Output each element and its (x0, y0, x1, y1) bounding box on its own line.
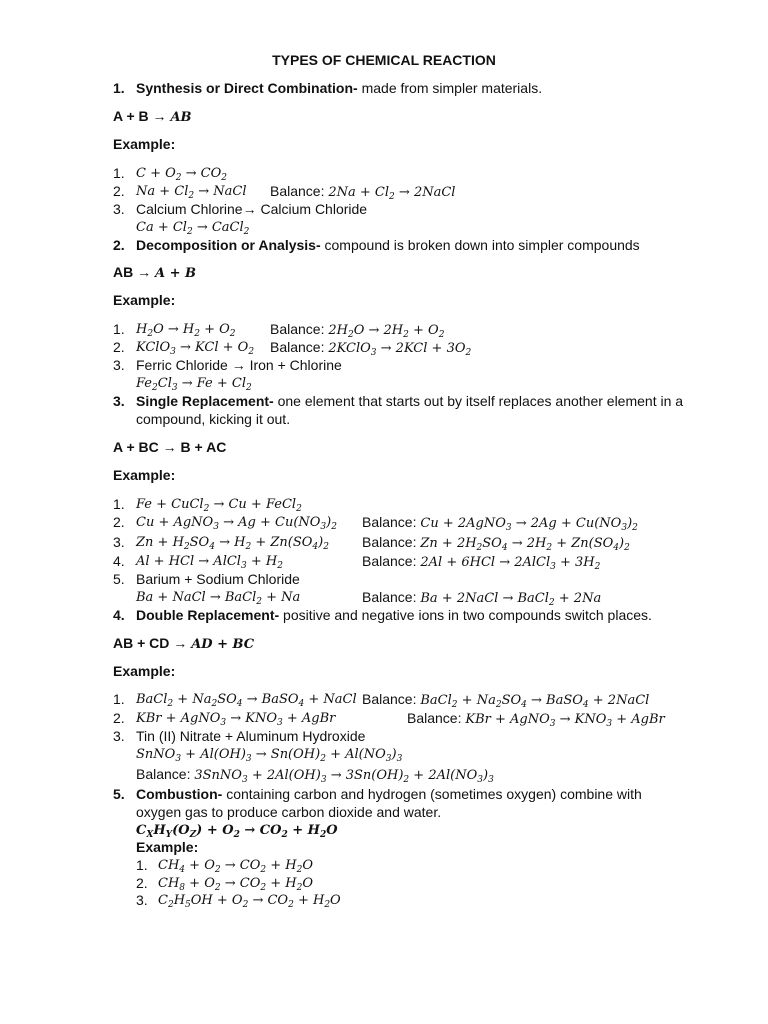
s2-example-1-balance: Balance: $2H_2O \to 2H_2 + O_2$ (270, 321, 445, 340)
s3-example-5-balance: Balance: Ba + 2NaCl → BaCl$_2$ + 2Na (362, 589, 602, 608)
s4-example-2-equation: KBr + AgNO$_3$ → $KNO_3$ + AgBr (136, 711, 336, 728)
s5-example-1-number: 1. (136, 857, 148, 873)
s2-example-1-equation: $H_2O \to H_2 + O_2$ (136, 322, 236, 339)
section-4-number: 4. (113, 607, 125, 623)
section-5-heading: Combustion- (136, 786, 223, 802)
s3-example-3-balance: Balance: $Zn + 2H_2SO_4 \to 2H_2 + Zn(SO_4)_2$ (362, 534, 630, 553)
section-1-example-label: Example: (113, 136, 176, 152)
section-4-heading: Double Replacement- (136, 607, 280, 623)
section-3-heading-line (136, 393, 683, 410)
section-4-general-equation: AB + CD → AD + BC (113, 635, 255, 652)
s4-example-1-equation: BaCl$_2$ + $Na_2SO_4$ → BaSO$_4$ + NaCl (136, 692, 357, 709)
section-3-general-equation: A + BC → B + AC (113, 439, 227, 455)
s4-example-1-number: 1. (113, 691, 125, 707)
section-4-description: positive and negative ions in two compounds switch places. (283, 607, 652, 623)
s2-example-2-number: 2. (113, 339, 125, 355)
s1-example-2-equation: $Na + Cl_2$ → NaCl (136, 184, 247, 201)
s3-example-5-words: Barium + Sodium Chloride (136, 571, 300, 587)
s3-example-4-number: 4. (113, 553, 125, 569)
s2-example-2-balance: Balance: 2KClO$_3$ → $2KCl + 3O_2$ (270, 339, 472, 358)
section-5-general-equation: $C_XH_Y(O_Z) + O_2 \to CO_2 + H_2O$ (136, 823, 338, 840)
s5-example-2-equation: $CH_8 + O_2 \to CO_2 + H_2O$ (158, 876, 313, 893)
page-title: TYPES OF CHEMICAL REACTION (272, 52, 496, 68)
s4-example-3-equation: SnNO$_3$ + $Al(OH)_3 \to Sn(OH)_2 + Al(NO_3)_3$ (136, 747, 403, 764)
section-4-heading-line (136, 607, 652, 624)
s3-example-2-balance: Balance: Cu + 2AgNO$_3$ → $2Ag + Cu(NO_3)_2$ (362, 514, 638, 533)
section-2-heading: Decomposition or Analysis- (136, 237, 321, 253)
s3-example-2-number: 2. (113, 514, 125, 530)
s2-example-3-words: Ferric Chloride → Iron + Chlorine (136, 357, 342, 373)
section-1-general-equation: A + B → AB (113, 108, 192, 125)
section-5-example-label: Example: (136, 839, 199, 855)
s1-example-3-number: 3. (113, 201, 125, 217)
section-1-heading-line (136, 80, 542, 97)
s4-example-3-balance: Balance: 3SnNO$_3$ + $2Al(OH)_3 \to 3Sn(OH)_2 + 2Al(NO_3)_3$ (136, 766, 494, 785)
s3-example-1-equation: Fe + CuCl$_2$ → Cu + FeCl$_2$ (136, 497, 302, 514)
s1-example-2-number: 2. (113, 183, 125, 199)
s3-example-5-number: 5. (113, 571, 125, 587)
s5-example-3-number: 3. (136, 892, 148, 908)
s2-example-3-number: 3. (113, 357, 125, 373)
section-3-description: one element that starts out by itself replaces another element in a (277, 393, 684, 409)
s5-example-3-equation: $C_2H_5OH + O_2 \to CO_2 + H_2O$ (158, 893, 341, 910)
s3-example-5-equation: Ba + NaCl → BaCl$_2$ + Na (136, 590, 301, 607)
section-5-description: containing carbon and hydrogen (sometimes oxygen) combine with (226, 786, 642, 802)
section-2-description: compound is broken down into simpler compounds (324, 237, 640, 253)
section-4-example-label: Example: (113, 663, 176, 679)
s4-example-2-balance: Balance: KBr + AgNO$_3$ → $KNO_3$ + AgBr (407, 710, 665, 729)
section-1-heading: Synthesis or Direct Combination- (136, 80, 358, 96)
s1-example-2-balance: Balance: $2Na + Cl_2$ → 2NaCl (270, 183, 456, 202)
s5-example-1-equation: $CH_4 + O_2 \to CO_2 + H_2O$ (158, 858, 313, 875)
section-3-number: 3. (113, 393, 125, 409)
section-3-heading: Single Replacement- (136, 393, 274, 409)
s4-example-2-number: 2. (113, 710, 125, 726)
section-3-example-label: Example: (113, 467, 176, 483)
s1-example-3-equation: $Ca + Cl_2$ → CaCl$_2$ (136, 220, 250, 237)
s3-example-4-balance: Balance: 2Al + 6HCl → 2AlCl$_3$ + $3H_2$ (362, 553, 601, 572)
s3-example-2-equation: Cu + AgNO$_3$ → $Ag + Cu(NO_3)_2$ (136, 515, 337, 532)
s3-example-4-equation: Al + HCl → AlCl$_3$ + $H_2$ (136, 554, 283, 571)
section-5-number: 5. (113, 786, 125, 802)
section-1-description: made from simpler materials. (361, 80, 543, 96)
section-5-heading-line (136, 786, 642, 803)
s4-example-1-balance: Balance: BaCl$_2$ + $Na_2SO_4$ → BaSO$_4$ + 2NaCl (362, 691, 650, 710)
s3-example-1-number: 1. (113, 496, 125, 512)
s1-example-1-equation: $C + O_2 \to CO_2$ (136, 166, 227, 183)
section-2-heading-line (136, 237, 640, 254)
s4-example-3-words: Tin (II) Nitrate + Aluminum Hydroxide (136, 728, 366, 744)
s2-example-3-equation: $Fe_2Cl_3 \to Fe + Cl_2$ (136, 376, 252, 393)
s4-example-3-number: 3. (113, 728, 125, 744)
s2-example-2-equation: KClO$_3$ → KCl + $O_2$ (136, 340, 255, 357)
s5-example-2-number: 2. (136, 875, 148, 891)
section-1-number: 1. (113, 80, 125, 96)
s3-example-3-number: 3. (113, 534, 125, 550)
section-3-description-continued: compound, kicking it out. (136, 411, 291, 427)
section-2-example-label: Example: (113, 292, 176, 308)
section-2-general-equation: AB → A + B (113, 264, 197, 281)
s3-example-3-equation: $Zn + H_2SO_4 \to H_2 + Zn(SO_4)_2$ (136, 535, 329, 552)
s1-example-3-words: Calcium Chlorine→ Calcium Chloride (136, 201, 368, 217)
section-2-number: 2. (113, 237, 125, 253)
s2-example-1-number: 1. (113, 321, 125, 337)
section-5-description-continued: oxygen gas to produce carbon dioxide and water. (136, 804, 442, 820)
s1-example-1-number: 1. (113, 165, 125, 181)
